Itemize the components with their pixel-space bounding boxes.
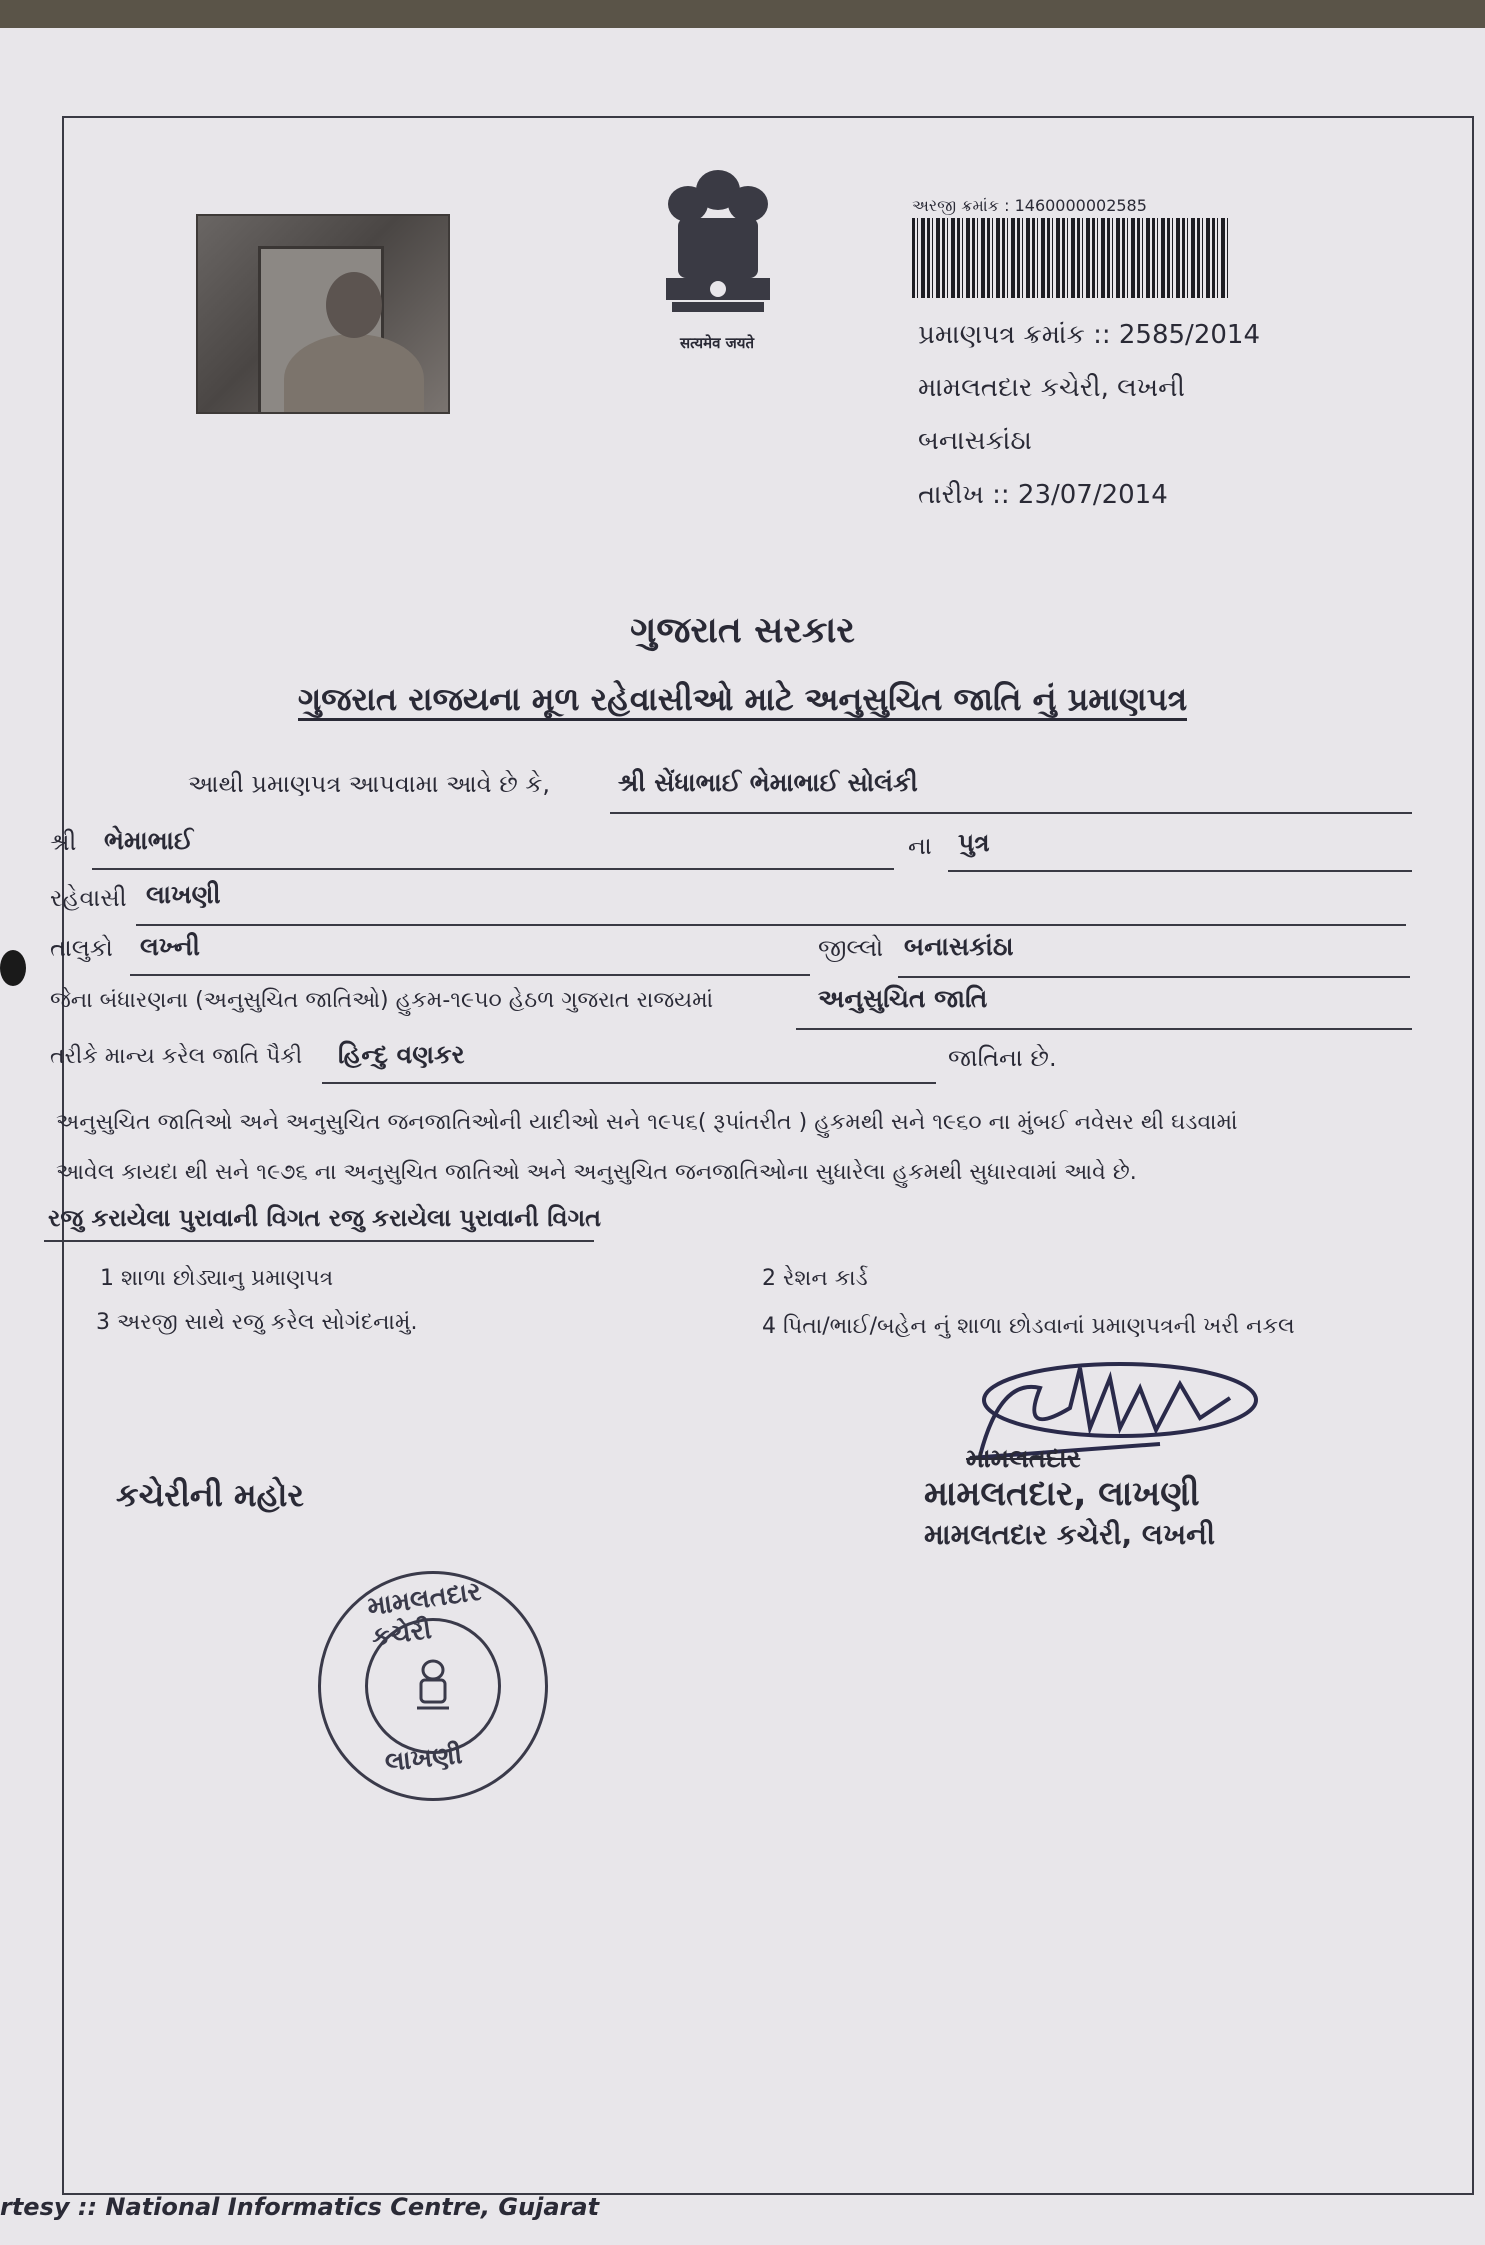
district-label: જીલ્લો: [818, 934, 884, 962]
signatory-designation: મામલતદાર, લાખણી: [924, 1474, 1200, 1514]
seal-bottom-text: લાખણી: [383, 1740, 464, 1778]
caste-suffix: જાતિના છે.: [948, 1044, 1057, 1072]
order-label: જેના બંધારણના (અનુસુચિત જાતિઓ) હુકમ-૧૯૫૦ હેઠળ ગુજરાત રાજયમાં: [50, 988, 714, 1013]
caste-line: [322, 1082, 936, 1084]
legal-paragraph-line2: આવેલ કાયદા થી સને ૧૯૭૬ ના અનુસુચિત જાતિઓ અને અનુસુચિત જનજાતિઓના સુધારેલા હુકમથી સુધારવામાં આવે છે.: [56, 1160, 1137, 1185]
evidence-item: 3 અરજી સાથે રજુ કરેલ સોગંદનામું.: [96, 1310, 418, 1335]
caste-value: હિન્દુ વણકર: [338, 1040, 465, 1069]
taluka-label: તાલુકો: [50, 934, 113, 962]
government-title: ગુજરાત સરકાર: [630, 610, 855, 651]
issuing-office: મામલતદાર કચેરી, લખની: [918, 373, 1185, 403]
na-label: ના: [908, 832, 932, 860]
relation-line: [948, 870, 1412, 872]
applicant-photo: [196, 214, 450, 414]
designation-stamp: મામલતદાર: [966, 1444, 1081, 1474]
name-line: [610, 812, 1412, 814]
shri-label: શ્રી: [50, 828, 77, 856]
national-emblem-icon: [648, 160, 788, 330]
holder-name: શ્રી સેંધાભાઈ ભેમાભાઈ સોલંકી: [618, 768, 918, 797]
resident-value: લાખણી: [146, 880, 221, 909]
intro-text: આથી પ્રમાણપત્ર આપવામા આવે છે કે,: [188, 770, 550, 798]
taluka-value: લખ્ની: [140, 932, 200, 961]
seal-top-text: મામલતદાર કચેરી: [365, 1576, 483, 1653]
punch-hole: [0, 950, 26, 986]
evidence-heading-underline: [44, 1240, 594, 1242]
office-seal-label: કચેરીની મહોર: [116, 1476, 304, 1514]
evidence-item: 2 રેશન કાર્ડ: [762, 1266, 868, 1291]
office-seal: [318, 1571, 548, 1801]
certificate-title: ગુજરાત રાજયના મૂળ રહેવાસીઓ માટે અનુસુચિત જાતિ નું પ્રમાણપત્ર: [298, 680, 1187, 721]
footer-credit: rtesy :: National Informatics Centre, Gujarat: [0, 2193, 600, 2221]
application-number: અરજી ક્રમાંક : 1460000002585: [912, 196, 1147, 215]
district-value: બનાસકાંઠા: [904, 932, 1014, 961]
taluka-line: [130, 974, 810, 976]
district-line: [898, 976, 1410, 978]
resident-line: [136, 924, 1406, 926]
father-line: [92, 868, 894, 870]
father-name: ભેમાભાઈ: [104, 826, 194, 855]
caste-label: તરીકે માન્ય કરેલ જાતિ પૈકી: [50, 1044, 303, 1069]
category-line: [796, 1028, 1412, 1030]
issue-date: તારીખ :: 23/07/2014: [918, 480, 1168, 510]
legal-paragraph-line1: અનુસુચિત જાતિઓ અને અનુસુચિત જનજાતિઓની યાદીઓ સને ૧૯૫૬( રૂપાંતરીત ) હુકમથી સને ૧૯૬૦ ના મુંબઈ નવેસર થી ઘડવામાં: [56, 1110, 1238, 1135]
relation-value: પુત્ર: [958, 828, 990, 857]
issuing-district: બનાસકાંઠા: [918, 426, 1032, 456]
evidence-heading: રજુ કરાયેલા પુરાવાની વિગત રજુ કરાયેલા પુરાવાની વિગત: [48, 1204, 602, 1232]
certificate-page: [0, 28, 1485, 2245]
certificate-border: [62, 116, 1474, 2195]
signatory-office: મામલતદાર કચેરી, લખની: [924, 1518, 1215, 1551]
evidence-item: 4 પિતા/ભાઈ/બહેન નું શાળા છોડવાનાં પ્રમાણપત્રની ખરી નકલ: [762, 1314, 1295, 1339]
barcode: [912, 218, 1228, 298]
emblem-motto: सत्यमेव जयते: [679, 334, 755, 352]
resident-label: રહેવાસી: [50, 884, 127, 912]
evidence-item: 1 શાળા છોડ્યાનુ પ્રમાણપત્ર: [100, 1266, 334, 1291]
category-value: અનુસુચિત જાતિ: [818, 984, 988, 1013]
seal-emblem-icon: [413, 1658, 453, 1714]
certificate-title-row: [0, 680, 1485, 719]
certificate-number: પ્રમાણપત્ર ક્રમાંક :: 2585/2014: [918, 320, 1260, 350]
